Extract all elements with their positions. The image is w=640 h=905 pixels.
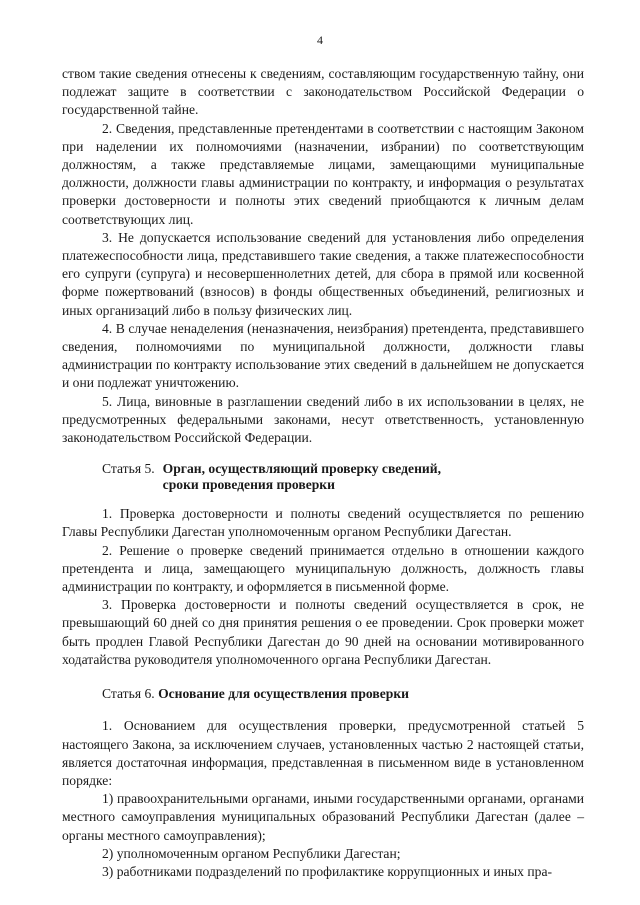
document-body — [62, 65, 584, 881]
paragraph: 2) уполномоченным органом Республики Дагестан; — [102, 845, 401, 861]
paragraph: 3. Не допускается использование сведений для установления либо определения платежеспособности лица, представившего такие сведения, а также платежеспособности его супруги (супруга) и несовершеннолетних детей, для сбора в прямой или косвенной форме пожертвований (взносов) в фонды общественных объединений, религиозных и иных организаций либо в пользу физических лиц. — [62, 229, 584, 318]
paragraph: 2. Решение о проверке сведений принимается отдельно в отношении каждого претендента и лица, замещающего муниципальную должность, должность главы администрации по контракту, и оформляется в письменной форме. — [62, 542, 584, 595]
paragraph: 1. Основанием для осуществления проверки, предусмотренной статьей 5 настоящего Закона, за исключением случаев, установленных частью 2 настоящей статьи, является достаточная информация, представленная в письменном виде в установленном порядке: — [62, 718, 584, 788]
paragraph: 2. Сведения, представленные претендентами в соответствии с настоящим Законом при наделении их полномочиями (назначении, избрании) по соответствующим должностям, а также представляемые лицами, замещающими муниципальные должности, должности главы администрации по контракту, и информация о результатах проверки достоверности и полноты этих сведений приобщаются к личным делам соответствующих лиц. — [62, 120, 584, 227]
article-5-title-line-1: Орган, осуществляющий проверку сведений, — [162, 461, 441, 477]
article-6-heading — [62, 685, 584, 703]
paragraph: 1. Проверка достоверности и полноты сведений осуществляется по решению Главы Республики Дагестан уполномоченным органом Республики Дагестан. — [62, 506, 584, 540]
article-5-number: Статья 5. — [102, 461, 155, 477]
article-5-title-line-2: сроки проведения проверки — [162, 477, 335, 493]
paragraph: 3. Проверка достоверности и полноты сведений осуществляется в срок, не превышающий 60 дней со дня принятия решения о ее проведении. Срок проверки может быть продлен Главой Республики Дагестан до 90 дней на основании мотивированного ходатайства руководителя уполномоченного органа Республики Дагестан. — [62, 597, 584, 667]
paragraph: 3) работниками подразделений по профилактике коррупционных и иных пра- — [102, 863, 553, 879]
page-number: 4 — [317, 33, 323, 47]
paragraph: 4. В случае ненаделения (неназначения, неизбрания) претендента, представившего сведения, полномочиями по муниципальной должности, должности главы администрации по контракту использование этих сведений в дальнейшем не допускается и они подлежат уничтожению. — [62, 320, 584, 391]
article-6-title: Основание для осуществления проверки — [158, 686, 409, 702]
article-6-number: Статья 6. — [102, 686, 155, 702]
article-5-title — [163, 461, 441, 493]
article-5-heading — [62, 461, 584, 493]
paragraph: ством такие сведения отнесены к сведениям, составляющим государственную тайну, они подлежат защите в соответствии с законодательством Российской Федерации о государственной тайне. — [62, 66, 584, 118]
paragraph: 1) правоохранительными органами, иными государственными органами, органами местного самоуправления муниципальных образований Республики Дагестан (далее – органы местного самоуправления); — [62, 791, 584, 843]
paragraph: 5. Лица, виновные в разглашении сведений либо в их использовании в целях, не предусмотренных федеральными законами, несут ответственность, установленную законодательством Российской Федерации. — [62, 393, 584, 446]
